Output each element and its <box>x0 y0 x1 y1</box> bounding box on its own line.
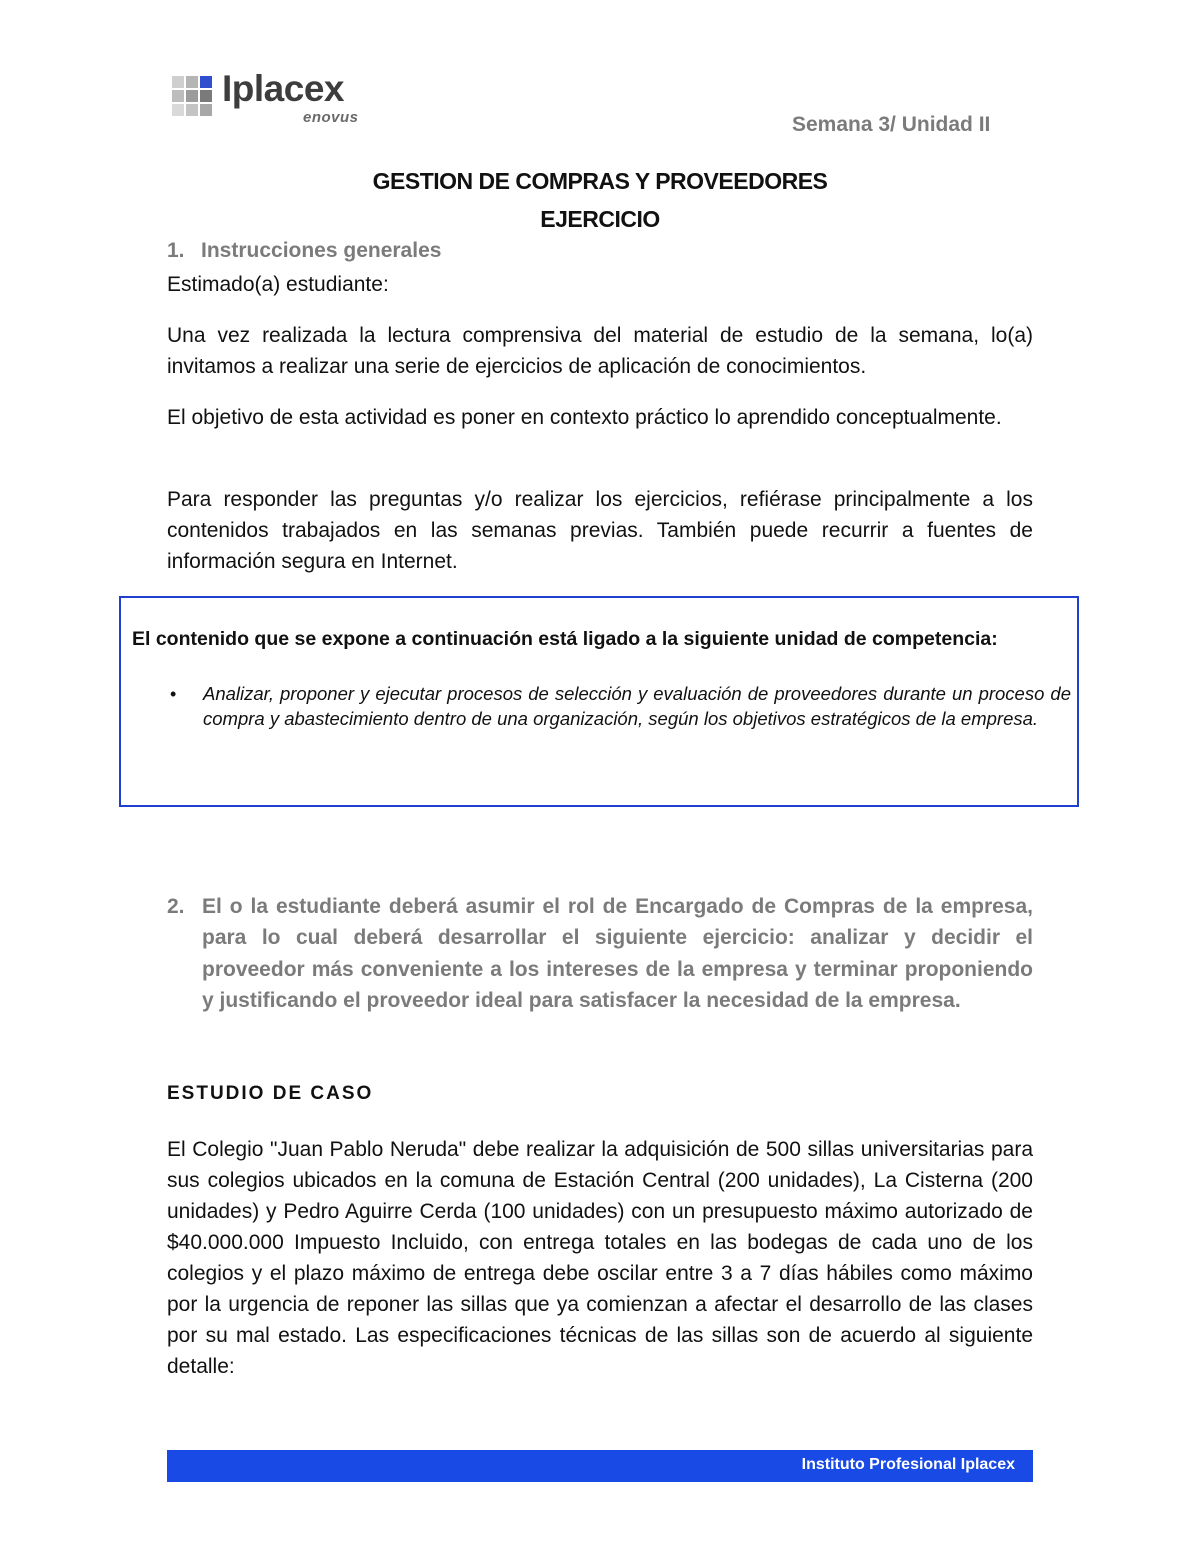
competence-item-text: Analizar, proponer y ejecutar procesos de selección y evaluación de proveedores durante un proceso de compra y abastecimiento dentro de una organización, según los objetivos estratégicos de la empresa. <box>203 683 1071 729</box>
page-subtitle: EJERCICIO <box>540 206 660 232</box>
competence-box <box>119 596 1079 807</box>
greeting: Estimado(a) estudiante: <box>167 273 389 296</box>
logo-subtitle: enovus <box>303 109 359 126</box>
paragraph-3: Para responder las preguntas y/o realizar los ejercicios, refiérase principalmente a los contenidos trabajados en las semanas previas. También puede recurrir a fuentes de información segura en Internet. <box>167 488 1033 573</box>
logo-grid-icon <box>172 76 216 120</box>
logo-wordmark: Iplacex <box>222 68 344 109</box>
section1-heading-text: Instrucciones generales <box>201 239 442 262</box>
section1-number: 1. <box>167 239 185 262</box>
section2-number: 2. <box>167 895 185 918</box>
section2-text: El o la estudiante deberá asumir el rol de Encargado de Compras de la empresa, para lo cual deberá desarrollar el siguiente ejercicio: analizar y decidir el proveedor más conveniente a los intereses de la empresa y terminar proponiendo y justificando el proveedor ideal para satisfacer la necesidad de la empresa. <box>202 895 1033 1012</box>
bullet-icon: • <box>170 684 177 704</box>
week-unit-label: Semana 3/ Unidad II <box>792 113 991 136</box>
case-study-text: El Colegio "Juan Pablo Neruda" debe realizar la adquisición de 500 sillas universitarias para sus colegios ubicados en la comuna de Estación Central (200 unidades), La Cisterna (200 unidades) y Pedro Aguirre Cerda (100 unidades) con un presupuesto máximo autorizado de $40.000.000 Impuesto Incluido, con entrega totales en las bodegas de cada uno de los colegios y el plazo máximo de entrega debe oscilar entre 3 a 7 días hábiles como máximo por la urgencia de reponer las sillas que ya comienzan a afectar el desarrollo de las clases por su mal estado. Las especificaciones técnicas de las sillas son de acuerdo al siguiente detalle: <box>167 1138 1033 1378</box>
page-title: GESTION DE COMPRAS Y PROVEEDORES <box>372 168 828 194</box>
paragraph-2: El objetivo de esta actividad es poner en contexto práctico lo aprendido conceptualmente. <box>167 406 1002 429</box>
paragraph-1: Una vez realizada la lectura comprensiva del material de estudio de la semana, lo(a) invitamos a realizar una serie de ejercicios de aplicación de conocimientos. <box>167 324 1033 378</box>
footer-text: Instituto Profesional Iplacex <box>801 1456 1015 1473</box>
iplacex-logo <box>172 68 372 130</box>
section1-heading <box>167 239 441 263</box>
footer-bar <box>167 1450 1033 1482</box>
case-study-title: ESTUDIO DE CASO <box>167 1083 374 1104</box>
competence-heading: El contenido que se expone a continuación está ligado a la siguiente unidad de competencia: <box>132 628 998 650</box>
